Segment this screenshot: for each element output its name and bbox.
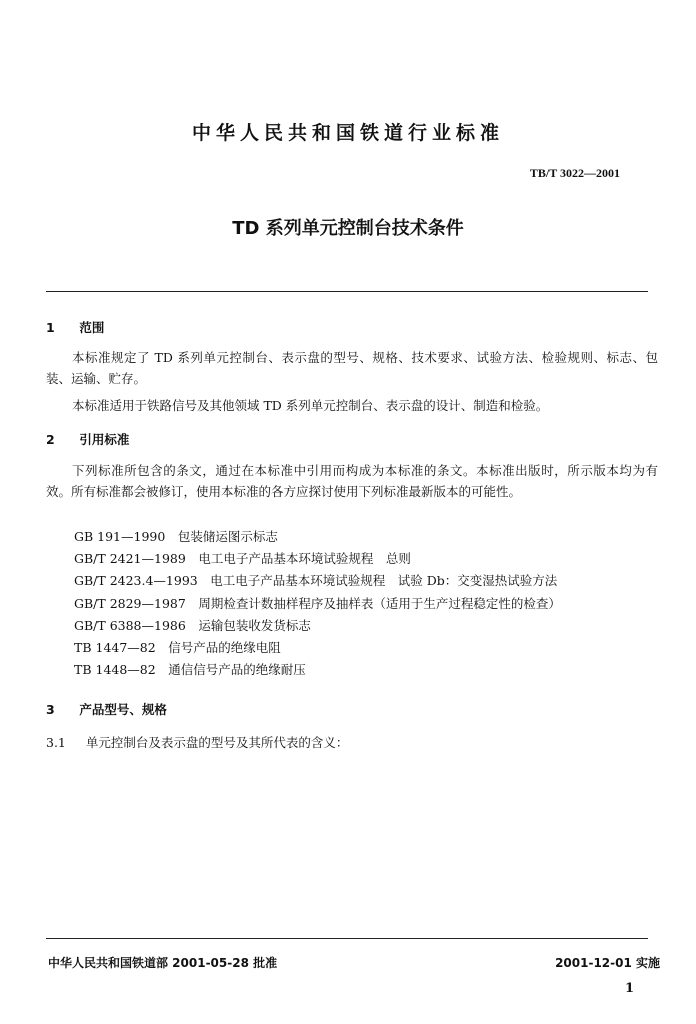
section-3-1-line [46, 733, 348, 751]
scope-paragraph-1: 本标准规定了 TD 系列单元控制台、表示盘的型号、规格、技术要求、试验方法、检验规则、标志、包装、运输、贮存。 [46, 350, 658, 386]
title-divider [46, 291, 648, 292]
reference-item: GB/T 6388—1986 运输包装收发货标志 [74, 617, 311, 633]
section-2-heading [46, 430, 129, 448]
issuer-title: 中华人民共和国铁道行业标准 [191, 122, 504, 144]
reference-item: GB/T 2423.4—1993 电工电子产品基本环境试验规程 试验 Db：交变湿热试验方法 [74, 573, 558, 589]
reference-item: TB 1447—82 信号产品的绝缘电阻 [74, 640, 281, 656]
reference-item: GB/T 2829—1987 周期检查计数抽样程序及抽样表（适用于生产过程稳定性的检查） [74, 595, 561, 611]
implementation-date: 2001-12-01 实施 [555, 956, 660, 970]
section-1-heading [46, 318, 104, 336]
approval-statement: 中华人民共和国铁道部 2001-05-28 批准 [48, 956, 278, 970]
standard-number: TB/T 3022—2001 [529, 166, 620, 180]
section-3-1-text: 单元控制台及表示盘的型号及其所代表的含义： [85, 735, 349, 750]
section-3-title: 产品型号、规格 [79, 702, 167, 717]
section-1-number: 1 [46, 320, 55, 335]
scope-paragraph-2: 本标准适用于铁路信号及其他领域 TD 系列单元控制台、表示盘的设计、制造和检验。 [72, 398, 549, 413]
section-2-title: 引用标准 [79, 432, 130, 447]
document-title: TD 系列单元控制台技术条件 [232, 218, 464, 239]
section-3-1-number: 3.1 [46, 735, 66, 750]
section-3-heading [46, 700, 167, 718]
references-intro: 下列标准所包含的条文，通过在本标准中引用而构成为本标准的条文。本标准出版时，所示版本均为有效。所有标准都会被修订，使用本标准的各方应探讨使用下列标准最新版本的可能性。 [46, 463, 658, 499]
reference-item: GB/T 2421—1989 电工电子产品基本环境试验规程 总则 [74, 551, 411, 567]
section-3-number: 3 [46, 702, 55, 717]
section-2-number: 2 [46, 432, 55, 447]
reference-item: TB 1448—82 通信信号产品的绝缘耐压 [74, 662, 306, 678]
reference-list [74, 526, 664, 681]
section-1-title: 范围 [79, 320, 105, 335]
reference-item: GB 191—1990 包装储运图示标志 [74, 529, 278, 544]
footer-divider [46, 938, 648, 939]
page-number: 1 [624, 981, 634, 996]
